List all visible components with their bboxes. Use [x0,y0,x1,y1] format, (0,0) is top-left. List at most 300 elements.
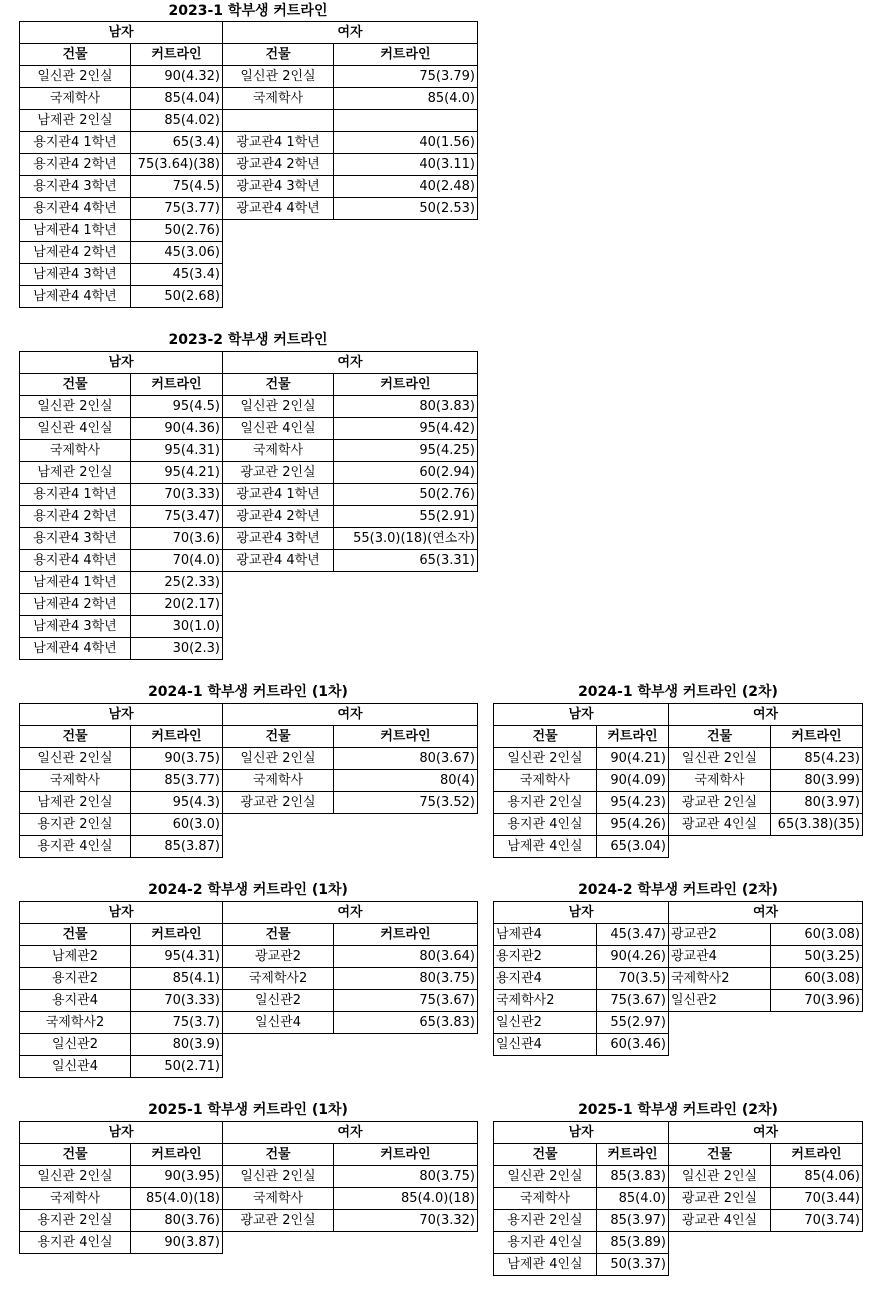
male-building-cell: 일신관 2인실 [20,748,131,770]
table-row [20,462,478,484]
table-row [494,792,863,814]
female-cutline-cell: 80(3.75) [334,968,478,990]
male-building-cell: 일신관 2인실 [20,1166,131,1188]
male-header: 남자 [20,902,223,924]
table-row [494,836,863,858]
male-cutline-cell: 70(3.33) [131,484,223,506]
male-cutline-cell: 80(3.76) [131,1210,223,1232]
male-cutline-cell: 65(3.04) [597,836,669,858]
female-cutline-cell: 80(3.99) [771,770,863,792]
column-header-row [494,726,863,748]
male-cutline-cell: 30(2.3) [131,638,223,660]
column-header-row [20,44,478,66]
male-building-cell: 용지관 2인실 [20,1210,131,1232]
table-row [494,990,863,1012]
table-row [494,924,863,946]
table-row [494,1012,863,1034]
female-cutline-cell: 50(2.53) [334,198,478,220]
table-row [494,1166,863,1188]
male-cutline-cell: 55(2.97) [597,1012,669,1034]
empty-cell [223,242,334,264]
empty-cell [669,1254,771,1276]
female-building-cell: 일신관 2인실 [223,748,334,770]
table-row [20,770,478,792]
female-building-cell: 광교관4 3학년 [223,528,334,550]
female-cutline-cell: 40(3.11) [334,154,478,176]
gender-header-row [20,902,478,924]
table-row [20,242,478,264]
male-cutline-cell: 85(4.0)(18) [131,1188,223,1210]
building-header: 건물 [20,44,131,66]
female-cutline-cell: 85(4.0)(18) [334,1188,478,1210]
female-building-cell: 광교관4 1학년 [223,484,334,506]
empty-cell [771,1232,863,1254]
table-row [20,154,478,176]
empty-cell [669,836,771,858]
building-header: 건물 [223,924,334,946]
male-header: 남자 [20,704,223,726]
cutline-header: 커트라인 [597,726,669,748]
table-row [20,440,478,462]
table-title: 2024-1 학부생 커트라인 (2차) [578,684,778,700]
building-header: 건물 [223,1144,334,1166]
male-building-cell: 용지관4 2학년 [20,154,131,176]
cutline-table-2024-2-first [19,901,478,1078]
table-row [20,946,478,968]
male-building-cell: 국제학사 [494,770,597,792]
gender-header-row [20,352,478,374]
male-building-cell: 국제학사2 [494,990,597,1012]
building-header: 건물 [494,726,597,748]
male-building-cell: 남제관4 2학년 [20,242,131,264]
male-building-cell: 남제관 4인실 [494,836,597,858]
gender-header-row [494,704,863,726]
table-row [20,396,478,418]
female-header: 여자 [223,352,478,374]
cutline-table-2024-1-second [493,703,863,858]
male-cutline-cell: 70(3.5) [597,968,669,990]
empty-cell [334,1232,478,1254]
female-building-cell: 국제학사 [223,770,334,792]
male-cutline-cell: 30(1.0) [131,616,223,638]
female-building-cell: 일신관 2인실 [669,1166,771,1188]
male-building-cell: 남제관 2인실 [20,110,131,132]
empty-cell [223,594,334,616]
male-cutline-cell: 75(3.77) [131,198,223,220]
male-building-cell: 용지관 2인실 [494,1210,597,1232]
table-row [494,1210,863,1232]
table-row [20,1166,478,1188]
cutline-table-2023-2 [19,351,478,660]
table-title: 2024-2 학부생 커트라인 (2차) [578,882,778,898]
male-cutline-cell: 95(4.31) [131,946,223,968]
building-header: 건물 [20,1144,131,1166]
female-cutline-cell: 75(3.52) [334,792,478,814]
male-building-cell: 용지관4 [20,990,131,1012]
male-building-cell: 용지관4 3학년 [20,176,131,198]
female-cutline-cell: 55(3.0)(18)(연소자) [334,528,478,550]
female-building-cell: 일신관 2인실 [669,748,771,770]
female-cutline-cell: 65(3.31) [334,550,478,572]
cutline-table-2023-1 [19,21,478,308]
table-row [494,1034,863,1056]
empty-cell [669,1034,771,1056]
cutline-header: 커트라인 [334,924,478,946]
cutline-header: 커트라인 [334,1144,478,1166]
male-cutline-cell: 85(3.89) [597,1232,669,1254]
male-building-cell: 국제학사 [20,770,131,792]
table-title: 2024-1 학부생 커트라인 (1차) [148,684,348,700]
male-header: 남자 [20,352,223,374]
cutline-header: 커트라인 [334,726,478,748]
female-cutline-cell: 75(3.79) [334,66,478,88]
empty-cell [771,1012,863,1034]
female-cutline-cell: 55(2.91) [334,506,478,528]
table-row [494,814,863,836]
male-building-cell: 용지관4 2학년 [20,506,131,528]
table-row [20,528,478,550]
female-header: 여자 [223,704,478,726]
female-building-cell: 일신관 4인실 [223,418,334,440]
male-cutline-cell: 90(4.26) [597,946,669,968]
female-building-cell: 광교관4 [669,946,771,968]
building-header: 건물 [669,726,771,748]
table-row [20,836,478,858]
male-building-cell: 남제관4 [494,924,597,946]
female-cutline-cell: 40(2.48) [334,176,478,198]
female-building-cell [223,110,334,132]
table-row [20,132,478,154]
male-cutline-cell: 95(4.5) [131,396,223,418]
male-building-cell: 남제관4 1학년 [20,572,131,594]
female-cutline-cell: 80(4) [334,770,478,792]
male-building-cell: 남제관4 4학년 [20,286,131,308]
male-header: 남자 [20,1122,223,1144]
male-cutline-cell: 50(3.37) [597,1254,669,1276]
female-building-cell: 일신관 2인실 [223,396,334,418]
gender-header-row [20,1122,478,1144]
female-cutline-cell: 85(4.06) [771,1166,863,1188]
table-row [494,946,863,968]
female-cutline-cell: 70(3.32) [334,1210,478,1232]
male-cutline-cell: 85(3.87) [131,836,223,858]
empty-cell [771,836,863,858]
male-building-cell: 용지관 4인실 [494,814,597,836]
male-building-cell: 남제관 2인실 [20,792,131,814]
empty-cell [334,220,478,242]
male-cutline-cell: 75(3.47) [131,506,223,528]
female-building-cell: 국제학사 [669,770,771,792]
female-header: 여자 [223,22,478,44]
empty-cell [223,572,334,594]
female-building-cell: 광교관 2인실 [669,792,771,814]
male-building-cell: 남제관 4인실 [494,1254,597,1276]
cutline-header: 커트라인 [131,726,223,748]
cutline-table-2024-1-first [19,703,478,858]
male-cutline-cell: 60(3.0) [131,814,223,836]
table-row [494,770,863,792]
male-building-cell: 남제관 2인실 [20,462,131,484]
male-cutline-cell: 90(3.87) [131,1232,223,1254]
building-header: 건물 [669,1144,771,1166]
female-building-cell: 일신관2 [669,990,771,1012]
empty-cell [223,836,334,858]
male-building-cell: 일신관 2인실 [20,66,131,88]
table-title: 2023-2 학부생 커트라인 [168,332,328,348]
female-building-cell: 일신관 2인실 [223,1166,334,1188]
male-cutline-cell: 85(4.04) [131,88,223,110]
female-building-cell: 일신관 2인실 [223,66,334,88]
table-row [494,748,863,770]
cutline-header: 커트라인 [131,374,223,396]
male-header: 남자 [494,1122,669,1144]
female-cutline-cell: 70(3.44) [771,1188,863,1210]
male-building-cell: 용지관 2인실 [20,814,131,836]
table-row [20,176,478,198]
female-cutline-cell: 80(3.75) [334,1166,478,1188]
female-cutline-cell: 95(4.42) [334,418,478,440]
table-row [20,792,478,814]
table-row [20,484,478,506]
empty-cell [771,1034,863,1056]
table-row [20,506,478,528]
female-cutline-cell: 80(3.64) [334,946,478,968]
male-building-cell: 용지관2 [20,968,131,990]
male-building-cell: 일신관 2인실 [494,1166,597,1188]
empty-cell [223,286,334,308]
female-building-cell: 일신관2 [223,990,334,1012]
male-cutline-cell: 60(3.46) [597,1034,669,1056]
cutline-header: 커트라인 [334,374,478,396]
table-row [20,110,478,132]
male-cutline-cell: 45(3.06) [131,242,223,264]
male-cutline-cell: 95(4.26) [597,814,669,836]
female-cutline-cell: 40(1.56) [334,132,478,154]
male-cutline-cell: 90(3.95) [131,1166,223,1188]
female-building-cell: 광교관4 3학년 [223,176,334,198]
female-building-cell: 광교관2 [669,924,771,946]
male-building-cell: 일신관2 [20,1034,131,1056]
cutline-header: 커트라인 [771,726,863,748]
female-building-cell: 광교관 2인실 [223,792,334,814]
male-cutline-cell: 85(4.0) [597,1188,669,1210]
empty-cell [771,1254,863,1276]
female-cutline-cell: 70(3.74) [771,1210,863,1232]
empty-cell [223,220,334,242]
female-cutline-cell: 85(4.0) [334,88,478,110]
female-header: 여자 [669,902,863,924]
male-cutline-cell: 80(3.9) [131,1034,223,1056]
male-cutline-cell: 75(3.67) [597,990,669,1012]
table-row [494,1254,863,1276]
column-header-row [20,924,478,946]
male-cutline-cell: 20(2.17) [131,594,223,616]
female-cutline-cell: 95(4.25) [334,440,478,462]
female-cutline-cell: 80(3.97) [771,792,863,814]
building-header: 건물 [20,374,131,396]
female-cutline-cell: 60(3.08) [771,924,863,946]
male-cutline-cell: 95(4.23) [597,792,669,814]
table-row [20,264,478,286]
male-building-cell: 용지관 4인실 [494,1232,597,1254]
table-row [20,1210,478,1232]
male-cutline-cell: 85(3.77) [131,770,223,792]
empty-cell [223,616,334,638]
male-cutline-cell: 85(4.1) [131,968,223,990]
male-building-cell: 일신관 2인실 [20,396,131,418]
male-cutline-cell: 90(4.09) [597,770,669,792]
male-building-cell: 용지관4 3학년 [20,528,131,550]
table-row [20,198,478,220]
female-cutline-cell: 75(3.67) [334,990,478,1012]
female-cutline-cell: 80(3.83) [334,396,478,418]
empty-cell [334,594,478,616]
column-header-row [20,374,478,396]
table-title: 2025-1 학부생 커트라인 (2차) [578,1102,778,1118]
male-building-cell: 용지관 2인실 [494,792,597,814]
cutline-table-2024-2-second [493,901,863,1056]
table-row [20,1056,478,1078]
table-row [20,550,478,572]
empty-cell [334,638,478,660]
male-building-cell: 남제관4 1학년 [20,220,131,242]
building-header: 건물 [20,924,131,946]
male-cutline-cell: 95(4.3) [131,792,223,814]
male-cutline-cell: 85(4.02) [131,110,223,132]
male-building-cell: 일신관2 [494,1012,597,1034]
table-row [20,638,478,660]
male-building-cell: 국제학사 [20,440,131,462]
male-cutline-cell: 85(3.83) [597,1166,669,1188]
male-building-cell: 남제관2 [20,946,131,968]
table-row [20,286,478,308]
female-building-cell: 광교관2 [223,946,334,968]
table-row [20,66,478,88]
male-building-cell: 용지관 4인실 [20,1232,131,1254]
male-building-cell: 국제학사 [20,1188,131,1210]
male-cutline-cell: 90(4.36) [131,418,223,440]
cutline-header: 커트라인 [131,924,223,946]
male-building-cell: 국제학사 [494,1188,597,1210]
empty-cell [334,814,478,836]
male-cutline-cell: 70(3.6) [131,528,223,550]
empty-cell [334,616,478,638]
empty-cell [334,1056,478,1078]
male-building-cell: 용지관4 4학년 [20,198,131,220]
male-header: 남자 [494,704,669,726]
gender-header-row [20,704,478,726]
female-building-cell: 광교관4 2학년 [223,506,334,528]
empty-cell [223,1034,334,1056]
female-cutline-cell: 65(3.38)(35) [771,814,863,836]
gender-header-row [494,902,863,924]
building-header: 건물 [20,726,131,748]
male-building-cell: 일신관4 [494,1034,597,1056]
female-building-cell: 광교관 2인실 [223,1210,334,1232]
male-cutline-cell: 90(3.75) [131,748,223,770]
empty-cell [334,264,478,286]
female-building-cell: 국제학사2 [223,968,334,990]
table-row [20,968,478,990]
female-cutline-cell: 60(3.08) [771,968,863,990]
empty-cell [223,264,334,286]
female-cutline-cell: 50(3.25) [771,946,863,968]
male-cutline-cell: 70(4.0) [131,550,223,572]
female-building-cell: 광교관 4인실 [669,814,771,836]
male-cutline-cell: 45(3.47) [597,924,669,946]
building-header: 건물 [223,44,334,66]
table-row [494,1188,863,1210]
male-building-cell: 일신관4 [20,1056,131,1078]
table-row [20,1034,478,1056]
female-building-cell: 광교관4 4학년 [223,550,334,572]
male-building-cell: 남제관4 3학년 [20,616,131,638]
male-building-cell: 일신관 2인실 [494,748,597,770]
empty-cell [223,638,334,660]
empty-cell [334,836,478,858]
male-building-cell: 국제학사 [20,88,131,110]
empty-cell [334,572,478,594]
female-cutline-cell: 80(3.67) [334,748,478,770]
table-row [20,88,478,110]
empty-cell [223,1232,334,1254]
male-cutline-cell: 90(4.32) [131,66,223,88]
building-header: 건물 [223,726,334,748]
table-row [20,616,478,638]
table-row [20,418,478,440]
table-row [20,594,478,616]
male-header: 남자 [20,22,223,44]
male-building-cell: 용지관 4인실 [20,836,131,858]
female-cutline-cell: 65(3.83) [334,1012,478,1034]
male-building-cell: 용지관2 [494,946,597,968]
male-building-cell: 용지관4 [494,968,597,990]
column-header-row [494,1144,863,1166]
building-header: 건물 [223,374,334,396]
male-cutline-cell: 85(3.97) [597,1210,669,1232]
female-building-cell: 국제학사 [223,88,334,110]
male-building-cell: 용지관4 1학년 [20,132,131,154]
male-building-cell: 남제관4 2학년 [20,594,131,616]
male-cutline-cell: 75(3.7) [131,1012,223,1034]
female-header: 여자 [669,1122,863,1144]
female-building-cell: 광교관4 1학년 [223,132,334,154]
female-header: 여자 [223,1122,478,1144]
male-cutline-cell: 25(2.33) [131,572,223,594]
table-row [20,1232,478,1254]
female-cutline-cell: 85(4.23) [771,748,863,770]
cutline-header: 커트라인 [131,44,223,66]
empty-cell [223,814,334,836]
male-building-cell: 용지관4 1학년 [20,484,131,506]
empty-cell [334,1034,478,1056]
female-header: 여자 [669,704,863,726]
female-building-cell: 국제학사2 [669,968,771,990]
gender-header-row [494,1122,863,1144]
male-cutline-cell: 75(3.64)(38) [131,154,223,176]
male-building-cell: 국제학사2 [20,1012,131,1034]
cutline-table-2025-1-second [493,1121,863,1276]
table-row [20,748,478,770]
female-building-cell: 광교관4 4학년 [223,198,334,220]
table-row [20,572,478,594]
male-cutline-cell: 75(4.5) [131,176,223,198]
table-row [494,1232,863,1254]
male-building-cell: 남제관4 4학년 [20,638,131,660]
cutline-header: 커트라인 [597,1144,669,1166]
column-header-row [20,1144,478,1166]
male-cutline-cell: 45(3.4) [131,264,223,286]
